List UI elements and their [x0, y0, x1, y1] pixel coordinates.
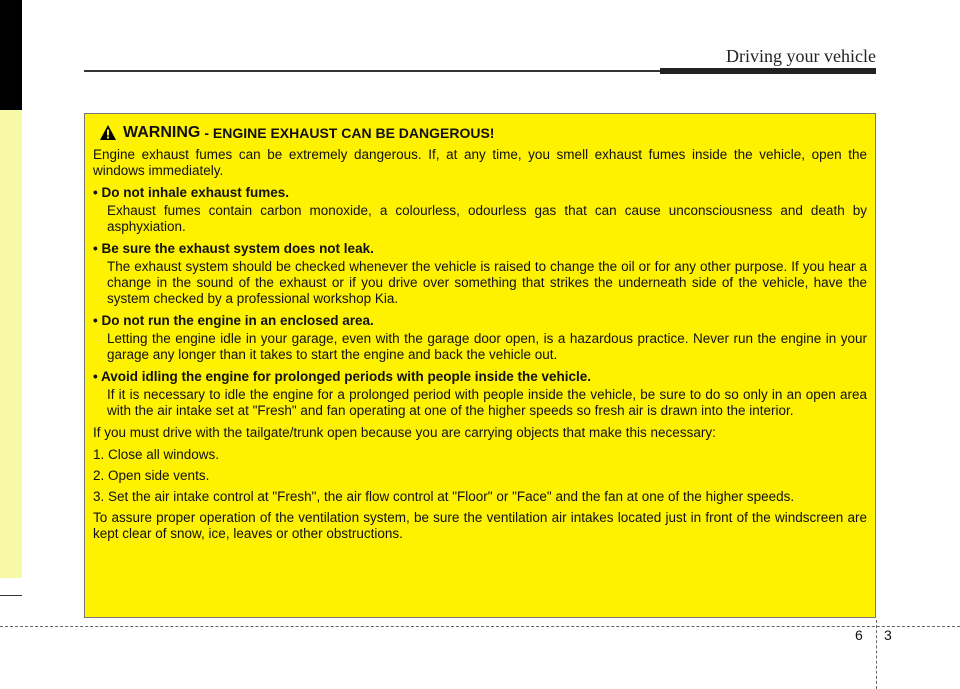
chapter-number: 6 [855, 627, 863, 643]
warning-subtitle: - ENGINE EXHAUST CAN BE DANGEROUS! [204, 124, 495, 141]
bullet-title: • Be sure the exhaust system does not leak. [93, 241, 374, 256]
chapter-tab-yellow [0, 110, 22, 578]
warning-heading [99, 124, 867, 141]
tailgate-intro: If you must drive with the tailgate/trunk open because you are carrying objects that make this necessary: [93, 425, 716, 440]
step-item: 2. Open side vents. [93, 468, 210, 483]
bullet-body: Exhaust fumes contain carbon monoxide, a colourless, odourless gas that can cause unconsciousness and death by asphyxiation. [107, 203, 867, 234]
warning-box [84, 113, 876, 618]
bullet-title: • Do not run the engine in an enclosed area. [93, 313, 374, 328]
bullet-body: The exhaust system should be checked whenever the vehicle is raised to change the oil or for any other purpose. If you hear a change in the sound of the exhaust or if you drive over something that strikes the underneath side of the vehicle, have the system checked by a professional workshop Kia. [107, 259, 867, 306]
warning-intro: Engine exhaust fumes can be extremely dangerous. If, at any time, you smell exhaust fumes inside the vehicle, open the windows immediately. [93, 147, 867, 178]
chapter-tab-black [0, 0, 22, 110]
warning-word: WARNING [123, 123, 201, 141]
header-rule-thin [84, 70, 660, 72]
bullet-body: If it is necessary to idle the engine for a prolonged period with people inside the vehicle, be sure to do so only in an open area with the air intake set at "Fresh" and fan operating at one of the higher speeds so fresh air is drawn into the interior. [107, 387, 867, 418]
warning-triangle-icon [99, 124, 117, 141]
footer-divider [876, 620, 877, 689]
bullet-body: Letting the engine idle in your garage, even with the garage door open, is a hazardous practice. Never run the engine in your garage any longer than it takes to start the engine and back the vehicle out. [107, 331, 867, 362]
step-item: 3. Set the air intake control at "Fresh", the air flow control at "Floor" or "Face" and the fan at one of the higher speeds. [93, 489, 795, 504]
left-divider [0, 595, 22, 596]
step-item: 1. Close all windows. [93, 447, 220, 462]
header-rule-thick [660, 68, 876, 74]
bullet-title: • Avoid idling the engine for prolonged periods with people inside the vehicle. [93, 369, 592, 384]
bullet-title: • Do not inhale exhaust fumes. [93, 185, 290, 200]
section-title: Driving your vehicle [726, 46, 876, 66]
page-number: 3 [884, 627, 892, 643]
closing-paragraph: To assure proper operation of the ventilation system, be sure the ventilation air intakes located just in front of the windscreen are kept clear of snow, ice, leaves or other obstructions. [93, 510, 867, 541]
footer-rule [0, 626, 960, 627]
